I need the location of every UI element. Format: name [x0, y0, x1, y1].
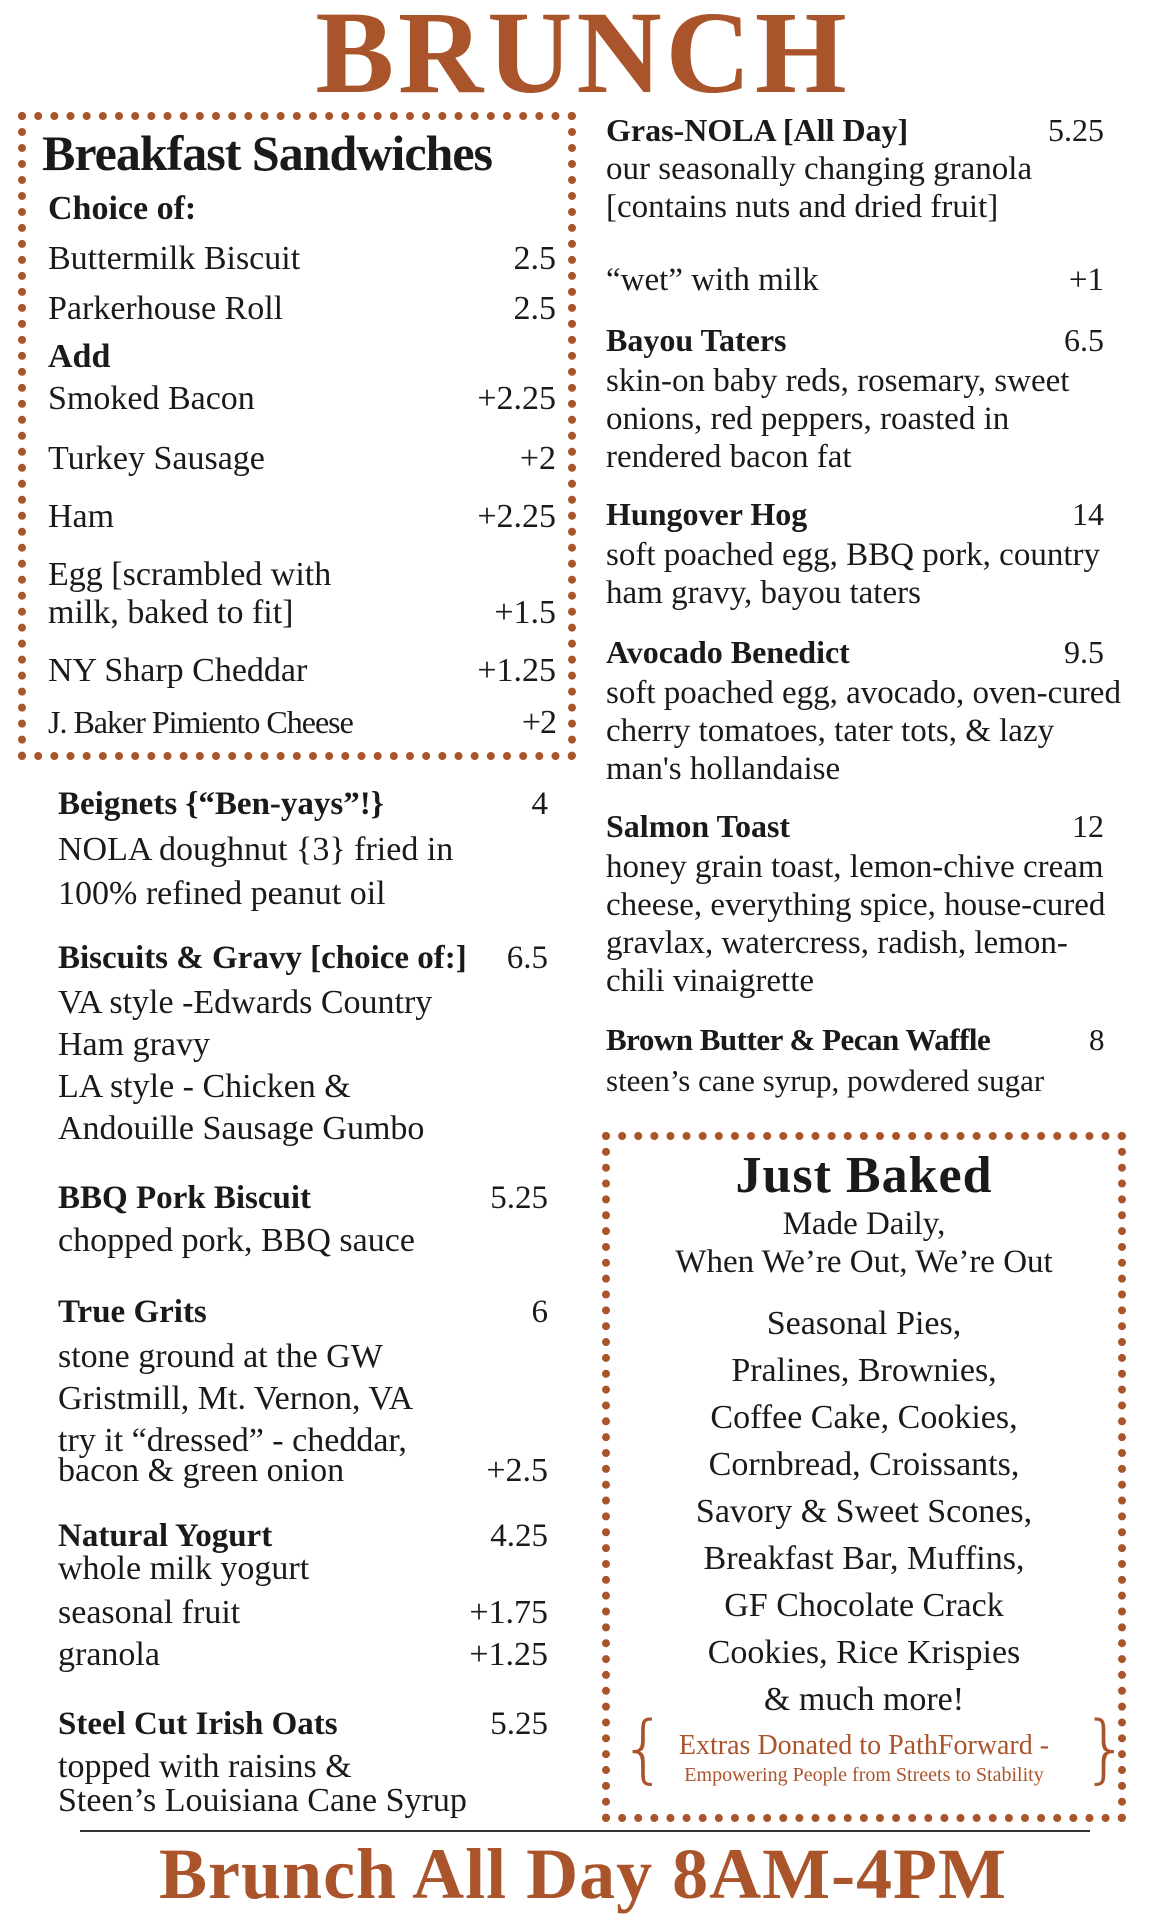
add-price: +2: [521, 704, 556, 741]
addon-price: +1.25: [469, 1636, 548, 1673]
menu-item-header: [606, 322, 1104, 359]
item-name: True Grits: [58, 1294, 207, 1330]
item-price: 6.5: [1064, 322, 1104, 358]
add-name: Turkey Sausage: [48, 440, 265, 477]
item-name: Biscuits & Gravy [choice of:]: [58, 940, 467, 976]
item-price: 12: [1072, 808, 1104, 844]
footer-hours: Brunch All Day 8AM-4PM: [159, 1834, 1007, 1914]
choice-price: 2.5: [513, 290, 556, 327]
choice-label: Choice of:: [48, 190, 197, 227]
item-desc: skin-on baby reds, rosemary, sweet onions, red peppers, roasted in rendered bacon fat: [606, 363, 1070, 475]
baked-item: Savory & Sweet Scones,: [695, 1493, 1033, 1530]
add-row: [48, 556, 556, 632]
item-price: 4.25: [490, 1518, 548, 1554]
menu-item-header: [606, 808, 1104, 845]
right-brace-icon: }: [1082, 1706, 1130, 1792]
donation-note-line1: Extras Donated to PathForward -: [678, 1730, 1050, 1761]
choice-name: Parkerhouse Roll: [48, 290, 284, 327]
choice-name: Buttermilk Biscuit: [48, 240, 301, 277]
just-baked-sub2: When We’re Out, We’re Out: [675, 1244, 1053, 1280]
item-price: 4: [531, 786, 548, 822]
item-price: 6.5: [506, 940, 548, 976]
item-name: Bayou Taters: [606, 322, 787, 358]
addon-price: +1: [1068, 262, 1104, 298]
addon-row: [606, 262, 1104, 299]
menu-item-header: [606, 634, 1104, 671]
menu-title: BRUNCH: [315, 0, 851, 118]
menu-item-header: [606, 1022, 1104, 1058]
add-name: Smoked Bacon: [48, 380, 255, 417]
item-name: Hungover Hog: [606, 496, 808, 532]
donation-note-line2: Empowering People from Streets to Stability: [684, 1764, 1044, 1786]
add-row: [48, 652, 556, 690]
item-desc: honey grain toast, lemon-chive cream cheese, everything spice, house-cured gravlax, watercress, radish, lemon-chili vinaigrette: [606, 849, 1106, 999]
choice-row: [48, 290, 556, 328]
menu-item-header: [58, 786, 548, 823]
item-price: 5.25: [1048, 112, 1104, 148]
item-name: Steel Cut Irish Oats: [58, 1706, 338, 1742]
baked-goods-list: [602, 1300, 1126, 1723]
item-price: 5.25: [490, 1180, 548, 1216]
menu-item-header: [58, 940, 548, 977]
add-price: +2: [519, 440, 556, 477]
item-name: Beignets {“Ben-yays”!}: [58, 786, 384, 822]
footer-divider: [80, 1830, 1090, 1832]
item-desc: stone ground at the GW Gristmill, Mt. Vernon, VA try it “dressed” - cheddar,: [58, 1338, 414, 1459]
baked-item: Cornbread, Croissants,: [708, 1446, 1020, 1483]
add-name: Egg [scrambled with milk, baked to fit]: [48, 556, 332, 631]
item-desc: chopped pork, BBQ sauce: [58, 1222, 415, 1259]
baked-item: GF Chocolate Crack: [724, 1587, 1004, 1624]
item-desc: NOLA doughnut {3} fried in 100% refined peanut oil: [58, 831, 454, 912]
addon-row: [58, 1636, 548, 1674]
menu-item-header: [58, 1706, 548, 1743]
item-price: 6: [531, 1294, 548, 1330]
choice-price: 2.5: [513, 240, 556, 277]
addon-name: “wet” with milk: [606, 262, 819, 298]
left-brace-icon: {: [620, 1706, 668, 1792]
item-desc: soft poached egg, avocado, oven-cured cherry tomatoes, tater tots, & lazy man's hollandaise: [606, 675, 1121, 787]
item-desc: VA style -Edwards Country Ham gravy LA style - Chicken & Andouille Sausage Gumbo: [58, 984, 433, 1147]
add-price: +1.25: [477, 652, 556, 689]
item-price: 8: [1089, 1022, 1104, 1057]
item-name: Natural Yogurt: [58, 1518, 273, 1554]
add-price: +1.5: [494, 594, 556, 631]
choice-row: [48, 240, 556, 278]
item-name: Brown Butter & Pecan Waffle: [606, 1022, 991, 1057]
menu-item-header: [606, 112, 1104, 149]
add-price: +2.25: [477, 380, 556, 417]
just-baked-sub1: Made Daily,: [782, 1206, 946, 1242]
just-baked-heading: Just Baked: [735, 1147, 993, 1204]
add-row: [48, 498, 556, 536]
menu-item-header: [58, 1180, 548, 1217]
add-name: NY Sharp Cheddar: [48, 652, 308, 689]
breakfast-heading: Breakfast Sandwiches: [42, 125, 492, 181]
baked-item: Cookies, Rice Krispies: [707, 1634, 1021, 1671]
item-desc: topped with raisins & Steen’s Louisiana Cane Syrup: [58, 1748, 467, 1819]
baked-item: Seasonal Pies,: [766, 1305, 962, 1342]
baked-item: Breakfast Bar, Muffins,: [703, 1540, 1025, 1577]
addon-name: bacon & green onion: [58, 1452, 345, 1489]
item-name: BBQ Pork Biscuit: [58, 1180, 312, 1216]
addon-name: seasonal fruit: [58, 1594, 241, 1631]
item-price: 9.5: [1064, 634, 1104, 670]
addon-row: [58, 1594, 548, 1632]
item-price: 14: [1072, 496, 1104, 532]
item-desc: soft poached egg, BBQ pork, country ham gravy, bayou taters: [606, 537, 1100, 611]
menu-item-header: [58, 1294, 548, 1331]
add-row: [48, 440, 556, 478]
menu-item-header: [606, 496, 1104, 533]
add-label: Add: [48, 338, 111, 375]
item-name: Gras-NOLA [All Day]: [606, 112, 909, 148]
item-price: 5.25: [490, 1706, 548, 1742]
addon-price: +2.5: [486, 1452, 548, 1489]
add-name: J. Baker Pimiento Cheese: [48, 704, 353, 740]
item-name: Salmon Toast: [606, 808, 791, 844]
item-name: Avocado Benedict: [606, 634, 850, 670]
add-row: [48, 380, 556, 418]
add-price: +2.25: [477, 498, 556, 535]
item-desc: our seasonally changing granola [contains nuts and dried fruit]: [606, 151, 1033, 225]
item-desc: steen’s cane syrup, powdered sugar: [606, 1063, 1045, 1098]
baked-item: Pralines, Brownies,: [731, 1352, 997, 1389]
addon-price: +1.75: [469, 1594, 548, 1631]
add-name: Ham: [48, 498, 115, 535]
baked-item: & much more!: [763, 1681, 965, 1718]
addon-row: [58, 1452, 548, 1490]
addon-name: granola: [58, 1636, 160, 1673]
item-desc: whole milk yogurt: [58, 1550, 310, 1587]
add-row: [48, 704, 556, 742]
baked-item: Coffee Cake, Cookies,: [710, 1399, 1018, 1436]
